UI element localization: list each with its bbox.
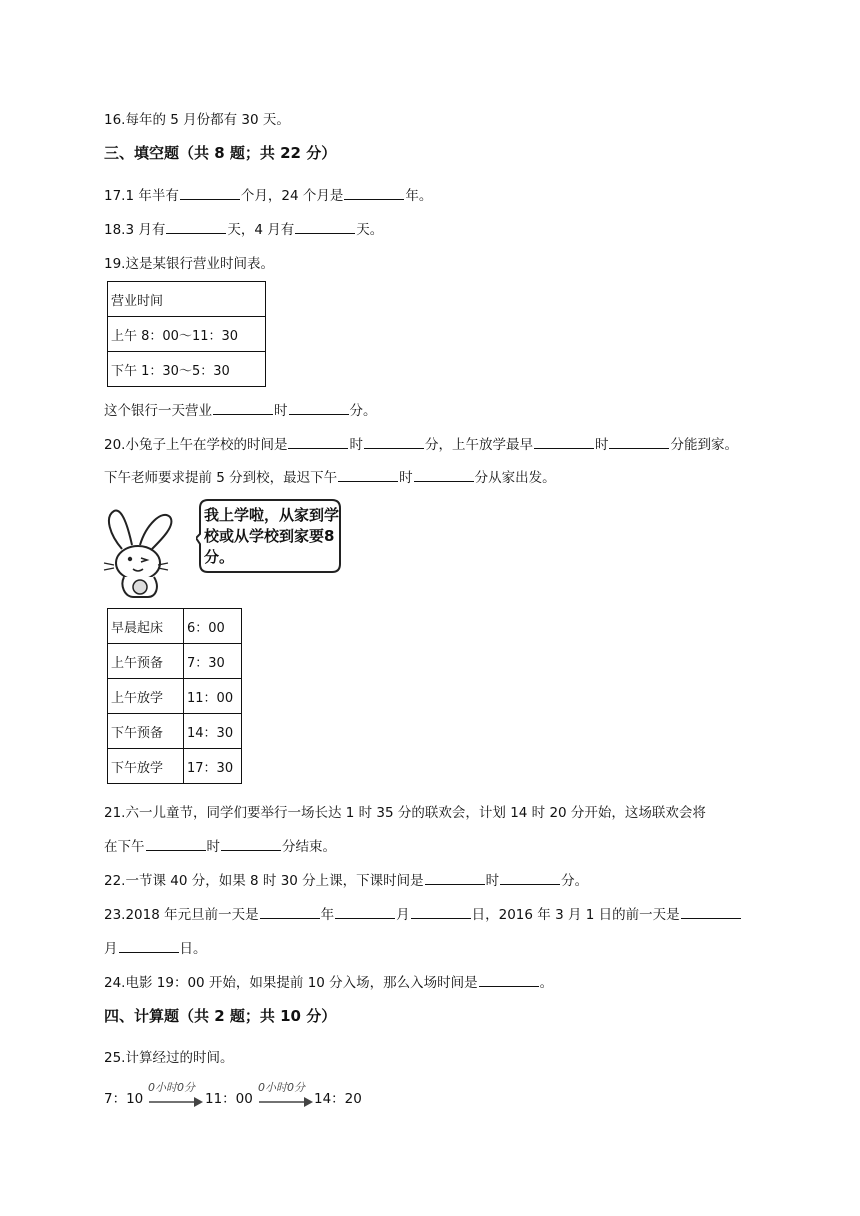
section-3-heading: 三、填空题（共 8 题；共 22 分）	[104, 144, 337, 162]
q21-text-a: 在下午	[104, 839, 145, 855]
q18-text-a: 18.3 月有	[104, 222, 166, 238]
answer-blank[interactable]	[479, 973, 539, 987]
q19-text-a: 这个银行一天营业	[104, 403, 212, 419]
schedule-time: 7：30	[184, 644, 242, 679]
answer-blank[interactable]	[180, 186, 240, 200]
question-19-answer-line	[104, 401, 377, 421]
schedule-time: 14：30	[184, 714, 242, 749]
schedule-label: 上午放学	[108, 679, 184, 714]
answer-blank[interactable]	[425, 871, 485, 885]
q20-text-e: 分能到家。	[670, 437, 738, 453]
schedule-label: 下午预备	[108, 714, 184, 749]
answer-blank[interactable]	[338, 468, 398, 482]
answer-blank[interactable]	[411, 905, 471, 919]
q22-text-c: 分。	[561, 873, 589, 889]
q23-text-d: 日，2016 年 3 月 1 日的前一天是	[471, 907, 680, 923]
schedule-label: 早晨起床	[108, 609, 184, 644]
q21-text-b: 时	[206, 839, 220, 855]
bank-hours-table	[107, 281, 266, 387]
q17-text-c: 年。	[405, 188, 433, 204]
q20-text-a: 20.小兔子上午在学校的时间是	[104, 437, 288, 453]
q22-text-b: 时	[485, 873, 500, 889]
time-start: 7：10	[104, 1091, 144, 1107]
bank-hours-morning: 上午 8：00～11：30	[108, 317, 266, 352]
q21-text-c: 分结束。	[282, 839, 336, 855]
question-17	[104, 186, 432, 206]
q19-text-c: 分。	[349, 403, 377, 419]
q20-text-f: 下午老师要求提前 5 分到校，最迟下午	[104, 470, 338, 486]
answer-blank[interactable]	[289, 401, 349, 415]
answer-blank[interactable]	[295, 220, 355, 234]
bank-hours-afternoon: 下午 1：30～5：30	[108, 352, 266, 387]
q18-text-b: 天，4 月有	[227, 222, 295, 238]
right-arrow-icon	[148, 1096, 204, 1108]
q20-text-b: 时	[349, 437, 363, 453]
elapsed-label-1: 0小时0分	[148, 1081, 195, 1094]
answer-blank[interactable]	[500, 871, 560, 885]
section-4-heading: 四、计算题（共 2 题；共 10 分）	[104, 1007, 337, 1025]
question-23-line-1	[104, 905, 742, 925]
time-end: 14：20	[314, 1091, 362, 1107]
q19-text-b: 时	[274, 403, 288, 419]
question-24	[104, 973, 553, 993]
question-19-intro: 19.这是某银行营业时间表。	[104, 256, 274, 272]
answer-blank[interactable]	[364, 435, 424, 449]
question-21-line-2	[104, 837, 336, 857]
q23-text-e: 月	[104, 941, 118, 957]
q22-text-a: 22.一节课 40 分，如果 8 时 30 分上课，下课时间是	[104, 873, 424, 889]
answer-blank[interactable]	[534, 435, 594, 449]
answer-blank[interactable]	[213, 401, 273, 415]
elapsed-label-2: 0小时0分	[258, 1081, 305, 1094]
q20-text-g: 时	[399, 470, 413, 486]
answer-blank[interactable]	[344, 186, 404, 200]
right-arrow-icon	[258, 1096, 314, 1108]
q23-text-a: 23.2018 年元旦前一天是	[104, 907, 259, 923]
question-20-line-1	[104, 435, 738, 455]
question-22	[104, 871, 588, 891]
schedule-table	[107, 608, 242, 784]
rabbit-illustration	[100, 505, 192, 601]
schedule-time: 6：00	[184, 609, 242, 644]
q23-text-f: 日。	[179, 941, 207, 957]
answer-blank[interactable]	[146, 837, 206, 851]
q20-text-c: 分，上午放学最早	[424, 437, 533, 453]
answer-blank[interactable]	[335, 905, 395, 919]
answer-blank[interactable]	[414, 468, 474, 482]
question-20-line-2	[104, 468, 556, 488]
answer-blank[interactable]	[119, 939, 179, 953]
schedule-label: 下午放学	[108, 749, 184, 784]
question-25-intro: 25.计算经过的时间。	[104, 1050, 234, 1066]
q24-text-a: 24.电影 19：00 开始，如果提前 10 分入场，那么入场时间是	[104, 975, 478, 991]
question-21-line-1: 21.六一儿童节，同学们要举行一场长达 1 时 35 分的联欢会，计划 14 时 20 分开始，这场联欢会将	[104, 805, 706, 821]
q17-text-b: 个月，24 个月是	[240, 188, 344, 204]
q17-text-a: 17.1 年半有	[104, 188, 179, 204]
schedule-label: 上午预备	[108, 644, 184, 679]
question-16: 16.每年的 5 月份都有 30 天。	[104, 112, 290, 128]
answer-blank[interactable]	[221, 837, 281, 851]
answer-blank[interactable]	[681, 905, 741, 919]
question-23-line-2	[104, 939, 207, 959]
time-middle: 11：00	[205, 1091, 253, 1107]
bank-hours-header: 营业时间	[108, 282, 266, 317]
q18-text-c: 天。	[356, 222, 384, 238]
answer-blank[interactable]	[260, 905, 320, 919]
answer-blank[interactable]	[609, 435, 669, 449]
q20-text-d: 时	[594, 437, 609, 453]
answer-blank[interactable]	[166, 220, 226, 234]
question-18	[104, 220, 383, 240]
speech-bubble-text: 我上学啦，从家到学校或从学校到家要8分。	[204, 506, 340, 566]
q23-text-b: 年	[320, 907, 335, 923]
answer-blank[interactable]	[288, 435, 348, 449]
q20-text-h: 分从家出发。	[474, 470, 556, 486]
q24-text-b: 。	[539, 975, 554, 991]
q23-text-c: 月	[396, 907, 410, 923]
schedule-time: 11：00	[184, 679, 242, 714]
schedule-time: 17：30	[184, 749, 242, 784]
